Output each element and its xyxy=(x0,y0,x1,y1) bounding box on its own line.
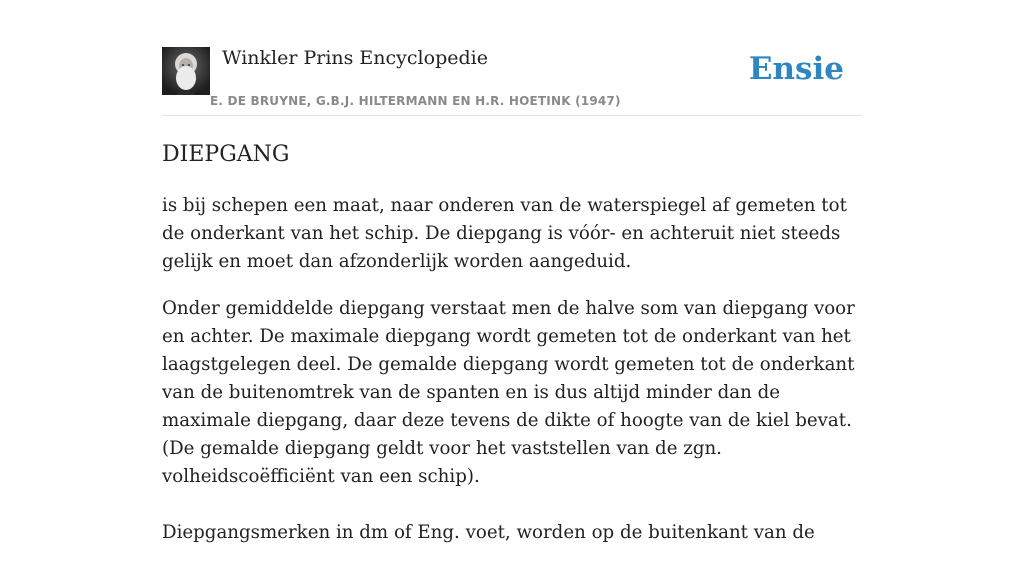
entry-paragraph: Diepgangsmerken in dm of Eng. voet, worden op de buitenkant van de xyxy=(162,522,815,543)
entry-paragraph: is bij schepen een maat, naar onderen van de waterspiegel af gemeten tot de onderkant van het schip. De diepgang is vóór- en achteruit niet steeds gelijk en moet dan afzonderlijk worden aangeduid. xyxy=(162,195,847,272)
source-title[interactable]: Winkler Prins Encyclopedie xyxy=(222,47,488,69)
entry-paragraph: Onder gemiddelde diepgang verstaat men de halve som van diepgang voor en achter. De maximale diepgang wordt gemeten tot de onderkant van het laagstgelegen deel. De gemalde diepgang wordt gemeten tot de onderkant van de buitenomtrek van de spanten en is dus altijd minder dan de maximale diepgang, daar deze tevens de dikte of hoogte van de kiel bevat. (De gemalde diepgang geldt voor het vaststellen van de zgn. volheidscoëfficiënt van een schip). xyxy=(162,298,855,487)
content-container xyxy=(162,0,862,543)
author-avatar[interactable] xyxy=(162,47,210,95)
brand-logo[interactable]: Ensie xyxy=(748,51,844,87)
source-header xyxy=(162,0,862,116)
author-portrait-icon xyxy=(162,47,210,95)
entry-body xyxy=(162,192,862,566)
entry-title: DIEPGANG xyxy=(162,142,290,167)
source-authors: E. DE BRUYNE, G.B.J. HILTERMANN EN H.R. HOETINK (1947) xyxy=(210,94,621,108)
